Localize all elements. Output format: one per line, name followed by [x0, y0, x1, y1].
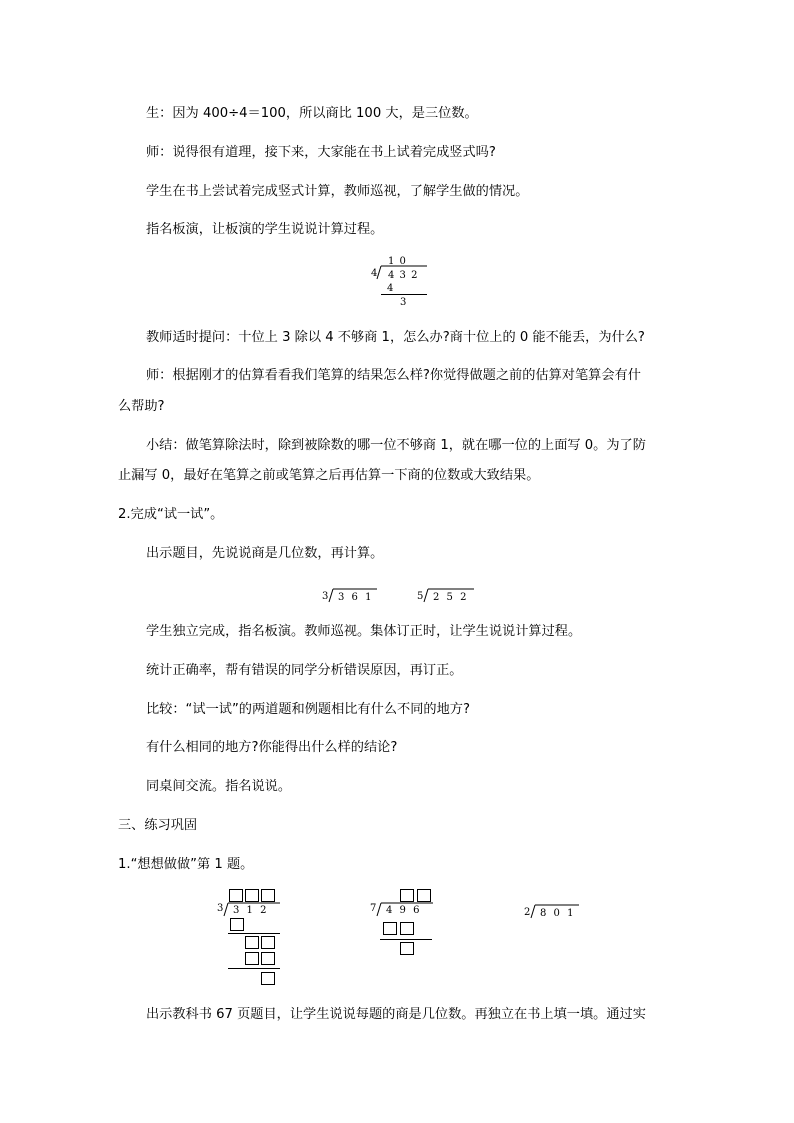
ex1-subtraction-line-2 — [228, 968, 280, 969]
paragraph-accuracy-stats: 统计正确率，帮有错误的同学分析错误原因，再订正。 — [146, 663, 463, 678]
try2-divisor: 5 — [417, 591, 424, 602]
ex2-divisor: 7 — [370, 903, 377, 914]
example-product: 4 — [387, 283, 394, 294]
answer-box[interactable] — [230, 918, 244, 931]
answer-box[interactable] — [261, 952, 275, 965]
ex2-subtraction-line — [380, 939, 432, 940]
paragraph-board-demo: 指名板演，让板演的学生说说计算过程。 — [146, 222, 384, 237]
example-subtraction-line — [381, 294, 427, 295]
paragraph-similarities: 有什么相同的地方?你能得出什么样的结论? — [146, 740, 398, 755]
paragraph-student-answer: 生：因为 400÷4＝100，所以商比 100 大，是三位数。 — [146, 106, 478, 121]
answer-box[interactable] — [383, 922, 397, 935]
paragraph-estimation-line1: 师：根据刚才的估算看看我们笔算的结果怎么样?你觉得做题之前的估算对笔算会有什 — [146, 368, 641, 383]
ex1-dividend: 3 1 2 — [233, 905, 269, 916]
paragraph-summary-line1: 小结：做笔算除法时，除到被除数的哪一位不够商 1，就在哪一位的上面写 0。为了防 — [146, 438, 646, 453]
ex3-dividend: 8 0 1 — [540, 908, 576, 919]
paragraph-summary-line2: 止漏写 0，最好在笔算之前或笔算之后再估算一下商的位数或大致结果。 — [118, 468, 540, 483]
example-quotient: 1 0 — [388, 256, 407, 267]
answer-box[interactable] — [261, 936, 275, 949]
paragraph-student-attempt: 学生在书上尝试着完成竖式计算，教师巡视，了解学生做的情况。 — [146, 184, 529, 199]
section-heading-practice: 三、练习巩固 — [118, 818, 198, 833]
answer-box[interactable] — [417, 889, 431, 902]
ex1-divisor: 3 — [217, 903, 224, 914]
answer-box[interactable] — [400, 889, 414, 902]
try1-divisor: 3 — [322, 591, 329, 602]
ex2-dividend: 4 9 6 — [386, 905, 422, 916]
try2-dividend: 2 5 2 — [433, 592, 469, 603]
paragraph-teacher-prompt: 师：说得很有道理，接下来，大家能在书上试着完成竖式吗? — [146, 145, 496, 160]
paragraph-desk-mates: 同桌间交流。指名说说。 — [146, 779, 292, 794]
paragraph-estimation-line2: 么帮助? — [118, 399, 165, 414]
answer-box[interactable] — [245, 952, 259, 965]
answer-box[interactable] — [261, 889, 275, 902]
paragraph-independent-work: 学生独立完成，指名板演。教师巡视。集体订正时，让学生说说计算过程。 — [146, 624, 582, 639]
paragraph-textbook-page: 出示教科书 67 页题目，让学生说说每题的商是几位数。再独立在书上填一填。通过实 — [146, 1007, 646, 1022]
example-divisor: 4 — [371, 268, 378, 279]
answer-box[interactable] — [261, 972, 275, 985]
ex1-subtraction-line-1 — [228, 933, 280, 934]
heading-try-it: 2.完成“试一试”。 — [118, 507, 224, 522]
answer-box[interactable] — [400, 922, 414, 935]
example-dividend: 4 3 2 — [388, 270, 419, 281]
try1-dividend: 3 6 1 — [338, 592, 374, 603]
paragraph-compare: 比较：“试一试”的两道题和例题相比有什么不同的地方? — [146, 702, 470, 717]
answer-box[interactable] — [400, 942, 414, 955]
answer-box[interactable] — [245, 936, 259, 949]
paragraph-show-problems: 出示题目，先说说商是几位数，再计算。 — [146, 546, 384, 561]
answer-box[interactable] — [229, 889, 243, 902]
paragraph-teacher-question: 教师适时提问：十位上 3 除以 4 不够商 1，怎么办?商十位上的 0 能不能丢，为什么? — [146, 330, 645, 345]
example-remainder: 3 — [400, 297, 407, 308]
heading-exercise-1: 1.“想想做做”第 1 题。 — [118, 857, 254, 872]
ex3-divisor: 2 — [524, 907, 531, 918]
answer-box[interactable] — [245, 889, 259, 902]
